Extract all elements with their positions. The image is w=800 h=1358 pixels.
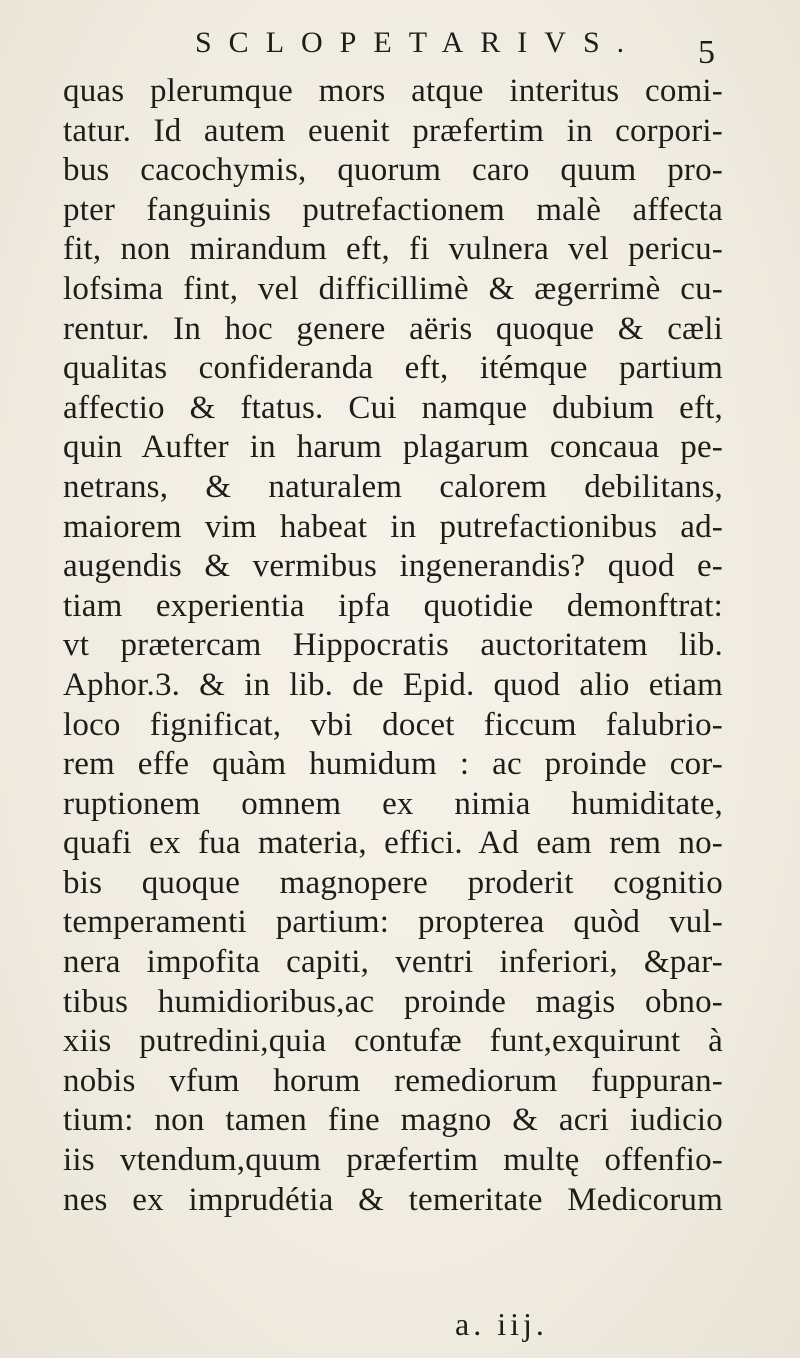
body-text — [63, 72, 723, 1220]
text-line: tiam experientia ipfa quotidie demonftrat: — [63, 587, 723, 624]
text-line: fit, non mirandum eft, fi vulnera vel pericu- — [63, 231, 723, 268]
text-line: pter fanguinis putrefactionem malè affecta — [63, 191, 723, 228]
page-number: 5 — [698, 34, 715, 71]
text-line: tibus humidioribus,ac proinde magis obno- — [63, 983, 723, 1020]
text-line: xiis putredini,quia contufæ funt,exquirunt à — [63, 1023, 723, 1060]
text-line: rem effe quàm humidum : ac proinde cor- — [63, 746, 723, 783]
text-line: netrans, & naturalem calorem debilitans, — [63, 468, 723, 505]
text-line: augendis & vermibus ingenerandis? quod e- — [63, 548, 723, 585]
text-line: tium: non tamen fine magno & acri iudicio — [63, 1102, 723, 1139]
text-line: nes ex imprudétia & temeritate Medicorum — [63, 1181, 723, 1218]
text-line: iis vtendum,quum præfertim multę offenfio- — [63, 1142, 723, 1179]
text-line: rentur. In hoc genere aëris quoque & cæli — [63, 310, 723, 347]
text-line: bis quoque magnopere proderit cognitio — [63, 864, 723, 901]
text-line: lofsima fint, vel difficillimè & ægerrimè cu- — [63, 270, 723, 307]
text-line: quas plerumque mors atque interitus comi- — [63, 73, 723, 109]
text-line: nera impofita capiti, ventri inferiori, &par- — [63, 944, 723, 981]
running-title: SCLOPETARIVS. — [195, 26, 642, 59]
text-line: quin Aufter in harum plagarum concaua pe- — [63, 429, 723, 466]
text-line: quafi ex fua materia, effici. Ad eam rem no- — [63, 825, 723, 862]
text-line: ruptionem omnem ex nimia humiditate, — [63, 785, 723, 822]
text-line: affectio & ftatus. Cui namque dubium eft, — [63, 389, 723, 426]
text-line: tatur. Id autem euenit præfertim in corpori- — [63, 112, 723, 149]
text-line: temperamenti partium: propterea quòd vul- — [63, 904, 723, 941]
text-line: vt prætercam Hippocratis auctoritatem lib. — [63, 627, 723, 664]
signature-mark: a. iij. — [455, 1306, 548, 1342]
page-header — [195, 26, 715, 71]
text-line: maiorem vim habeat in putrefactionibus ad- — [63, 508, 723, 545]
text-line: bus cacochymis, quorum caro quum pro- — [63, 152, 723, 189]
text-line: qualitas confideranda eft, itémque partium — [63, 350, 723, 387]
text-line: nobis vfum horum remediorum fuppuran- — [63, 1062, 723, 1099]
text-line: loco fignificat, vbi docet ficcum falubrio- — [63, 706, 723, 743]
text-line: Aphor.3. & in lib. de Epid. quod alio etiam — [63, 666, 723, 703]
